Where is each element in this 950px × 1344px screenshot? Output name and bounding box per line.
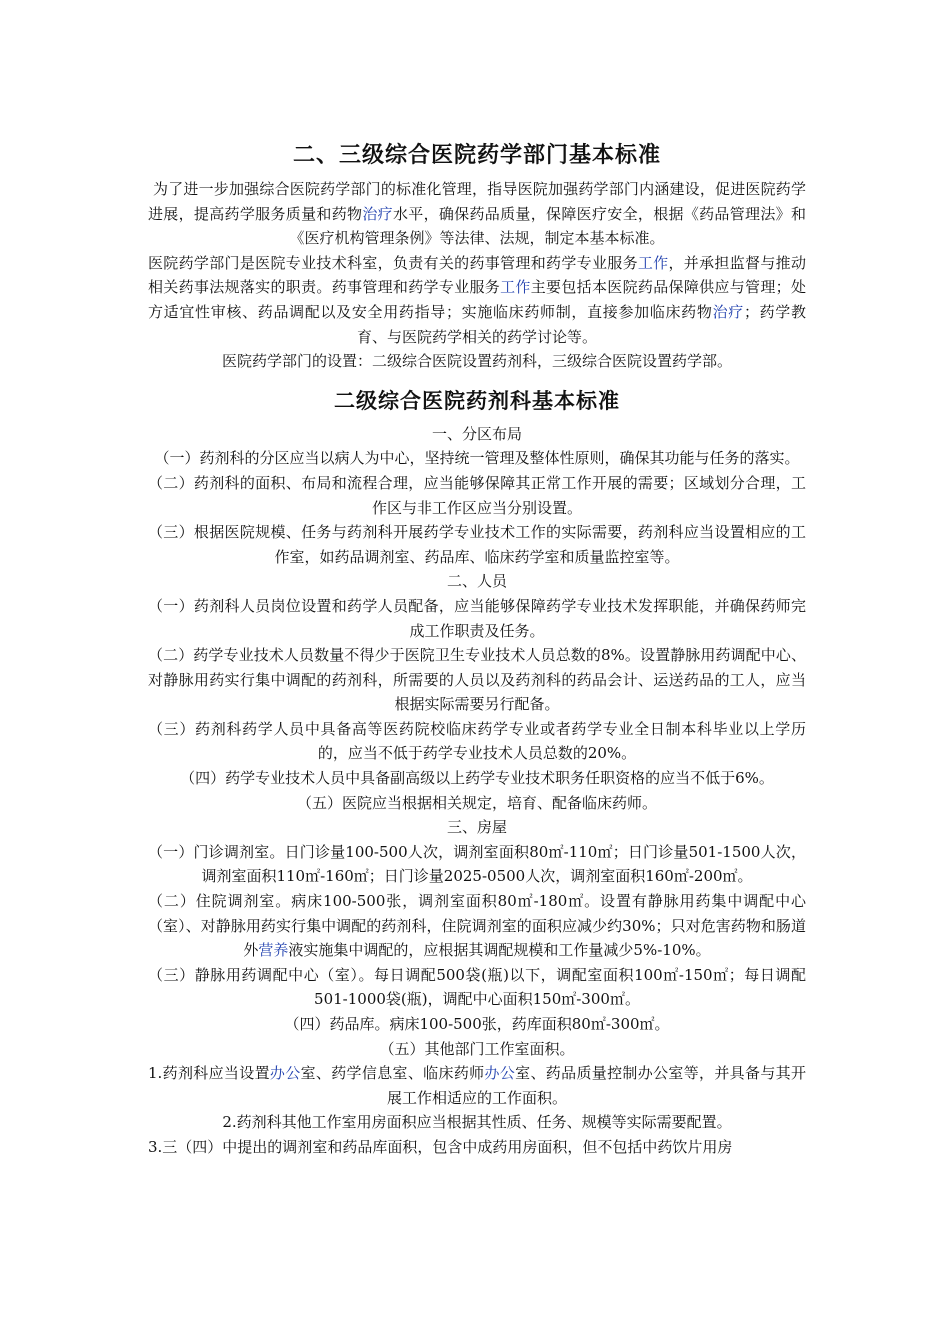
- staff-item-2: （二）药学专业技术人员数量不得少于医院卫生专业技术人员总数的8%。设置静脉用药调配中心、对静脉用药实行集中调配的药剂科，所需要的人员以及药剂科的药品会计、运送药品的工人，应当根据实际需要另行配备。: [148, 646, 806, 714]
- text-segment: 医院药学部门是医院专业技术科室，负责有关的药事管理和药学专业服务: [148, 253, 638, 272]
- rooms-note-2: 2.药剂科其他工作室用房面积应当根据其性质、任务、规模等实际需要配置。: [222, 1113, 732, 1132]
- intro-paragraph-1: [148, 177, 806, 251]
- inline-link[interactable]: 办公: [484, 1064, 516, 1083]
- text-segment: （二）住院调剂室。病床100-500张，调剂室面积80㎡-180㎡。设置有静脉用药集中调配中心（室）、对静脉用药实行集中调配的药剂科，住院调剂室的面积应减少约30%；只对危害药物和肠道外: [148, 892, 806, 960]
- inline-link[interactable]: 营养: [258, 941, 289, 960]
- text-segment: 液实施集中调配的，应根据其调配规模和工作量减少5%-10%。: [288, 941, 711, 960]
- rooms-item-5: （五）其他部门工作室面积。: [379, 1039, 575, 1058]
- layout-item-2: （二）药剂科的面积、布局和流程合理，应当能够保障其正常工作开展的需要；区域划分合理，工作区与非工作区应当分别设置。: [148, 473, 806, 517]
- heading-rooms: 三、房屋: [446, 818, 507, 837]
- document-title: 二、三级综合医院药学部门基本标准: [292, 143, 661, 168]
- inline-link[interactable]: 办公: [269, 1064, 301, 1083]
- layout-item-1: （一）药剂科的分区应当以病人为中心，坚持统一管理及整体性原则，确保其功能与任务的落实。: [154, 449, 800, 468]
- text-segment: 为了进一步加强综合医院药学部门的标准化管理，指导医院加强药学部门内涵建设，促进医院药学进展，提高药学服务质量和药物: [148, 180, 806, 223]
- rooms-item-1: （一）门诊调剂室。日门诊量100-500人次，调剂室面积80㎡-110㎡；日门诊量501-1500人次，调剂室面积110㎡-160㎡；日门诊量2025-0500人次，调剂室面积160㎡-200㎡。: [148, 842, 806, 886]
- text-segment: 室、药学信息室、临床药师: [300, 1064, 485, 1083]
- intro-paragraph-3: 医院药学部门的设置：二级综合医院设置药剂科，三级综合医院设置药学部。: [221, 352, 732, 371]
- staff-item-5: （五）医院应当根据相关规定，培育、配备临床药师。: [296, 793, 657, 812]
- text-segment: 主要包括本医院药品保障供应与管理；处方适宜性审核、药品调配以及安全用药指导；实施临床药师制，直接参加临床药物: [148, 278, 806, 321]
- document-page: [148, 134, 806, 1160]
- inline-link[interactable]: 工作: [637, 253, 669, 272]
- text-segment: ；药学教育、与医院药学相关的药学讨论等。: [356, 302, 806, 346]
- text-segment: 水平，确保药品质量，保障医疗安全，根据《药品管理法》和《医疗机构管理条例》等法律、法规，制定本基本标准。: [289, 204, 806, 248]
- text-segment: ，并承担监督与推动相关药事法规落实的职责。药事管理和药学专业服务: [148, 253, 806, 297]
- inline-link[interactable]: 治疗: [712, 302, 744, 321]
- rooms-item-3: （三）静脉用药调配中心（室）。每日调配500袋(瓶)以下，调配室面积100㎡-150㎡；每日调配501-1000袋(瓶)，调配中心面积150㎡-300㎡。: [148, 965, 806, 1009]
- staff-item-3: （三）药剂科药学人员中具备高等医药院校临床药学专业或者药学专业全日制本科毕业以上学历的，应当不低于药学专业技术人员总数的20%。: [148, 719, 806, 763]
- heading-layout: 一、分区布局: [431, 424, 522, 443]
- section-title: 二级综合医院药剂科基本标准: [334, 388, 620, 413]
- staff-item-1: （一）药剂科人员岗位设置和药学人员配备，应当能够保障药学专业技术发挥职能，并确保药师完成工作职责及任务。: [148, 596, 806, 640]
- layout-item-3: （三）根据医院规模、任务与药剂科开展药学专业技术工作的实际需要，药剂科应当设置相应的工作室，如药品调剂室、药品库、临床药学室和质量监控室等。: [148, 523, 806, 566]
- heading-staff: 二、人员: [446, 572, 507, 591]
- text-segment: 室、药品质量控制办公室等，并具备与其开展工作相适应的工作面积。: [386, 1064, 806, 1107]
- rooms-note-1: [148, 1061, 806, 1110]
- staff-item-4: （四）药学专业技术人员中具备副高级以上药学专业技术职务任职资格的应当不低于6%。: [180, 769, 774, 788]
- rooms-note-3: 3.三（四）中提出的调剂室和药品库面积，包含中成药用房面积，但不包括中药饮片用房: [148, 1137, 733, 1156]
- inline-link[interactable]: 工作: [500, 278, 531, 297]
- rooms-item-4: （四）药品库。病床100-500张，药库面积80㎡-300㎡。: [284, 1015, 670, 1033]
- rooms-item-2: [148, 889, 806, 963]
- inline-link[interactable]: 治疗: [362, 204, 393, 223]
- text-segment: 1.药剂科应当设置: [148, 1064, 270, 1083]
- intro-paragraph-2: [148, 251, 806, 349]
